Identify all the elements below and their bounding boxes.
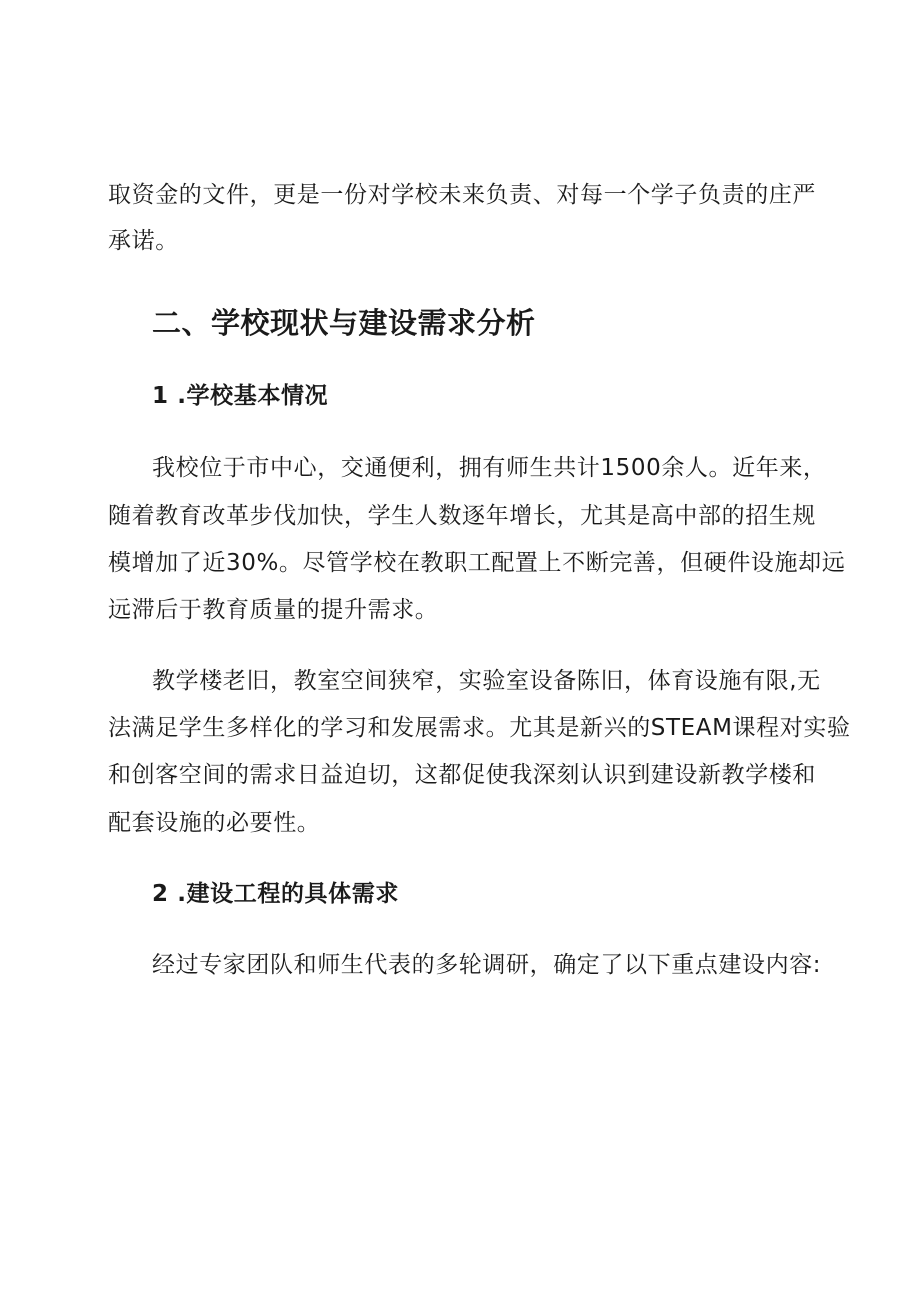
paragraph-line: 随着教育改革步伐加快，学生人数逐年增长，尤其是高中部的招生规 (108, 503, 816, 529)
paragraph-line: 法满足学生多样化的学习和发展需求。尤其是新兴的STEAM课程对实验 (108, 715, 851, 741)
section-2-title: 二、学校现状与建设需求分析 (152, 306, 536, 340)
subsection-1-title: 1 .学校基本情况 (152, 383, 329, 409)
paragraph-line: 远滞后于教育质量的提升需求。 (108, 597, 439, 623)
paragraph-line: 经过专家团队和师生代表的多轮调研，确定了以下重点建设内容: (152, 952, 822, 978)
paragraph-line: 教学楼老旧，教室空间狭窄，实验室设备陈旧，体育设施有限,无 (152, 668, 821, 694)
subsection-2-title: 2 .建设工程的具体需求 (152, 881, 399, 907)
paragraph-line: 模增加了近30%。尽管学校在教职工配置上不断完善，但硬件设施却远 (108, 550, 846, 576)
paragraph-line: 我校位于市中心，交通便利，拥有师生共计1500余人。近年来， (152, 455, 827, 481)
paragraph-line: 和创客空间的需求日益迫切，这都促使我深刻认识到建设新教学楼和 (108, 762, 816, 788)
paragraph-line: 配套设施的必要性。 (108, 810, 321, 836)
intro-line-2: 承诺。 (108, 228, 179, 254)
intro-line-1: 取资金的文件，更是一份对学校未来负责、对每一个学子负责的庄严 (108, 182, 816, 208)
